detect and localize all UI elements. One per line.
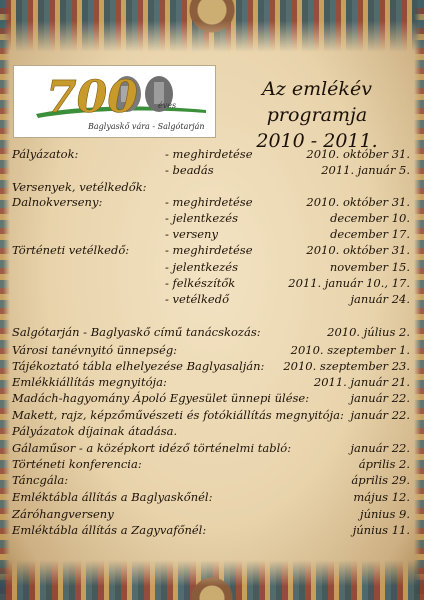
block2-label: Városi tanévnyitó ünnepség: <box>12 343 178 357</box>
block1-label: Pályázatok: <box>12 147 79 161</box>
block1-date: 2011. január 10., 17. <box>288 276 410 290</box>
block2-row <box>0 408 424 422</box>
block1-row <box>0 163 424 177</box>
block2-row <box>0 457 424 471</box>
block1-row <box>0 195 424 209</box>
block2-row <box>0 473 424 487</box>
block1-item: - jelentkezés <box>165 260 238 274</box>
block1-item: - jelentkezés <box>165 211 238 225</box>
block1-date: december 17. <box>330 227 410 241</box>
title-line-2: 2010 - 2011. <box>256 130 378 152</box>
block2-date: 2010. szeptember 1. <box>290 343 410 357</box>
block1-row <box>0 276 424 290</box>
block2-label: Salgótarján - Baglyaskő című tanácskozás: <box>12 325 261 339</box>
block1-date: 2010. október 31. <box>306 195 410 209</box>
block1-row <box>0 180 424 194</box>
block2-label: Táncgála: <box>12 473 69 487</box>
block2-row <box>0 507 424 521</box>
block1-row <box>0 292 424 306</box>
block2-date: január 22. <box>350 408 410 422</box>
anniversary-logo <box>13 65 216 138</box>
block1-label: Történeti vetélkedő: <box>12 243 130 257</box>
block1-row <box>0 211 424 225</box>
block1-row <box>0 260 424 274</box>
block2-row <box>0 375 424 389</box>
block2-row <box>0 359 424 373</box>
block1-item: - beadás <box>165 163 214 177</box>
ornamental-border-top <box>0 0 424 52</box>
block2-label: Emléktábla állítás a Zagyvafőnél: <box>12 523 207 537</box>
block1-item: - vetélkedő <box>165 292 230 306</box>
block2-date: május 12. <box>353 490 410 504</box>
block2-row <box>0 424 424 438</box>
block1-item: - verseny <box>165 227 218 241</box>
block2-row <box>0 325 424 339</box>
block1-date: 2011. január 5. <box>321 163 410 177</box>
block1-row <box>0 147 424 161</box>
block2-date: 2011. január 21. <box>313 375 410 389</box>
page-title <box>222 76 412 154</box>
title-line-1: Az emlékév programja <box>262 78 372 126</box>
block1-date: 2010. október 31. <box>306 243 410 257</box>
block2-date: június 9. <box>360 507 410 521</box>
block2-row <box>0 523 424 537</box>
block2-date: június 11. <box>352 523 410 537</box>
block1-date: január 24. <box>350 292 410 306</box>
block2-label: Madách-hagyomány Ápoló Egyesület ünnepi ülése: <box>12 391 310 405</box>
block2-row <box>0 441 424 455</box>
block2-row <box>0 490 424 504</box>
block1-label: Dalnokverseny: <box>12 195 103 209</box>
ornamental-border-bottom <box>0 560 424 600</box>
block1-label: Versenyek, vetélkedők: <box>12 180 147 194</box>
block2-label: Emléktábla állítás a Baglyaskőnél: <box>12 490 213 504</box>
block2-label: Történeti konferencia: <box>12 457 142 471</box>
block1-row <box>0 243 424 257</box>
block2-label: Gálaműsor - a középkort idéző történelmi tabló: <box>12 441 292 455</box>
logo-eves-label: éves <box>158 101 177 110</box>
block1-item: - felkészítők <box>165 276 236 290</box>
block2-date: április 2. <box>358 457 410 471</box>
block2-date: 2010. július 2. <box>327 325 410 339</box>
block2-label: Makett, rajz, képzőművészeti és fotókiállítás megnyitója: <box>12 408 344 422</box>
logo-subtitle: Baglyaskő vára - Salgótarján <box>88 122 205 131</box>
block2-date: január 22. <box>350 441 410 455</box>
block1-row <box>0 227 424 241</box>
block1-date: december 10. <box>330 211 410 225</box>
logo-number: 700 <box>46 72 138 123</box>
block1-item: - meghirdetése <box>165 243 253 257</box>
block1-item: - meghirdetése <box>165 195 253 209</box>
block2-label: Záróhangverseny <box>12 507 114 521</box>
block2-row <box>0 391 424 405</box>
block2-label: Emlékkiállítás megnyitója: <box>12 375 167 389</box>
block2-date: április 29. <box>351 473 410 487</box>
block2-label: Tájékoztató tábla elhelyezése Baglyasalján: <box>12 359 265 373</box>
block2-date: 2010. szeptember 23. <box>283 359 410 373</box>
block2-date: január 22. <box>350 391 410 405</box>
block1-date: 2010. október 31. <box>306 147 410 161</box>
block2-label: Pályázatok díjainak átadása. <box>12 424 178 438</box>
block1-item: - meghirdetése <box>165 147 253 161</box>
block1-date: november 15. <box>329 260 410 274</box>
block2-row <box>0 343 424 357</box>
